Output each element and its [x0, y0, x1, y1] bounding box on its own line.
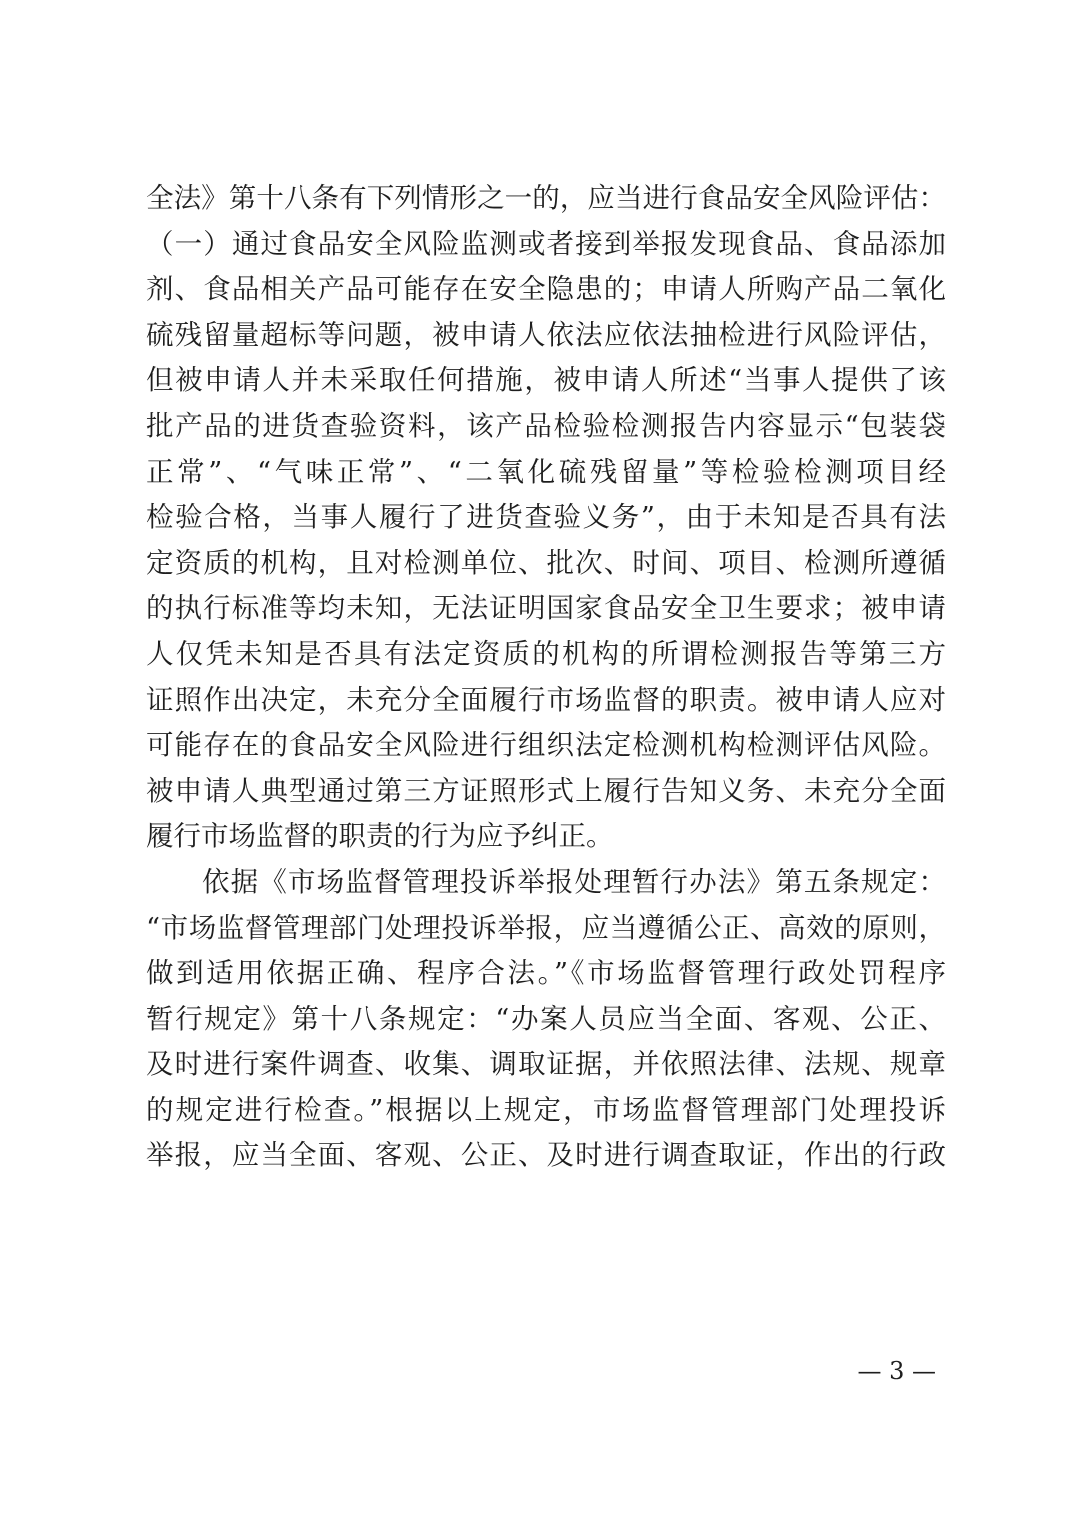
- text-line: （一）通过食品安全风险监测或者接到举报发现食品、食品添加: [146, 227, 946, 260]
- text-line: 的执行标准等均未知，无法证明国家食品安全卫生要求；被申请: [146, 592, 946, 625]
- text-line: 证照作出决定，未充分全面履行市场监督的职责。被申请人应对: [146, 683, 946, 716]
- page-number: — 3 —: [857, 1357, 936, 1385]
- text-line: 的规定进行检查。”根据以上规定，市场监督管理部门处理投诉: [146, 1093, 946, 1126]
- text-line: 举报，应当全面、客观、公正、及时进行调查取证，作出的行政: [146, 1139, 946, 1172]
- body-text: [146, 176, 946, 1179]
- text-line: 剂、食品相关产品可能存在安全隐患的；申请人所购产品二氧化: [146, 273, 946, 306]
- text-line: 履行市场监督的职责的行为应予纠正。: [146, 820, 614, 853]
- text-line: 正常”、“气味正常”、“二氧化硫残留量”等检验检测项目经: [146, 455, 946, 488]
- text-line: “市场监督管理部门处理投诉举报，应当遵循公正、高效的原则，: [146, 911, 946, 944]
- text-line: 检验合格，当事人履行了进货查验义务”，由于未知是否具有法: [146, 501, 946, 534]
- text-line: 及时进行案件调查、收集、调取证据，并依照法律、法规、规章: [146, 1048, 946, 1081]
- text-line: 可能存在的食品安全风险进行组织法定检测机构检测评估风险。: [146, 729, 946, 762]
- text-line: 全法》第十八条有下列情形之一的，应当进行食品安全风险评估：: [146, 182, 946, 214]
- text-line: 依据《市场监督管理投诉举报处理暂行办法》第五条规定：: [202, 865, 946, 898]
- text-line: 定资质的机构，且对检测单位、批次、时间、项目、检测所遵循: [146, 546, 946, 579]
- text-line: 但被申请人并未采取任何措施，被申请人所述“当事人提供了该: [146, 364, 946, 397]
- text-line: 被申请人典型通过第三方证照形式上履行告知义务、未充分全面: [146, 774, 946, 807]
- text-line: 批产品的进货查验资料，该产品检验检测报告内容显示“包装袋: [146, 409, 946, 442]
- text-line: 做到适用依据正确、程序合法。”《市场监督管理行政处罚程序: [146, 957, 946, 990]
- text-line: 人仅凭未知是否具有法定资质的机构的所谓检测报告等第三方: [146, 637, 946, 670]
- text-line: 硫残留量超标等问题，被申请人依法应依法抽检进行风险评估，: [146, 318, 946, 351]
- text-line: 暂行规定》第十八条规定：“办案人员应当全面、客观、公正、: [146, 1002, 946, 1035]
